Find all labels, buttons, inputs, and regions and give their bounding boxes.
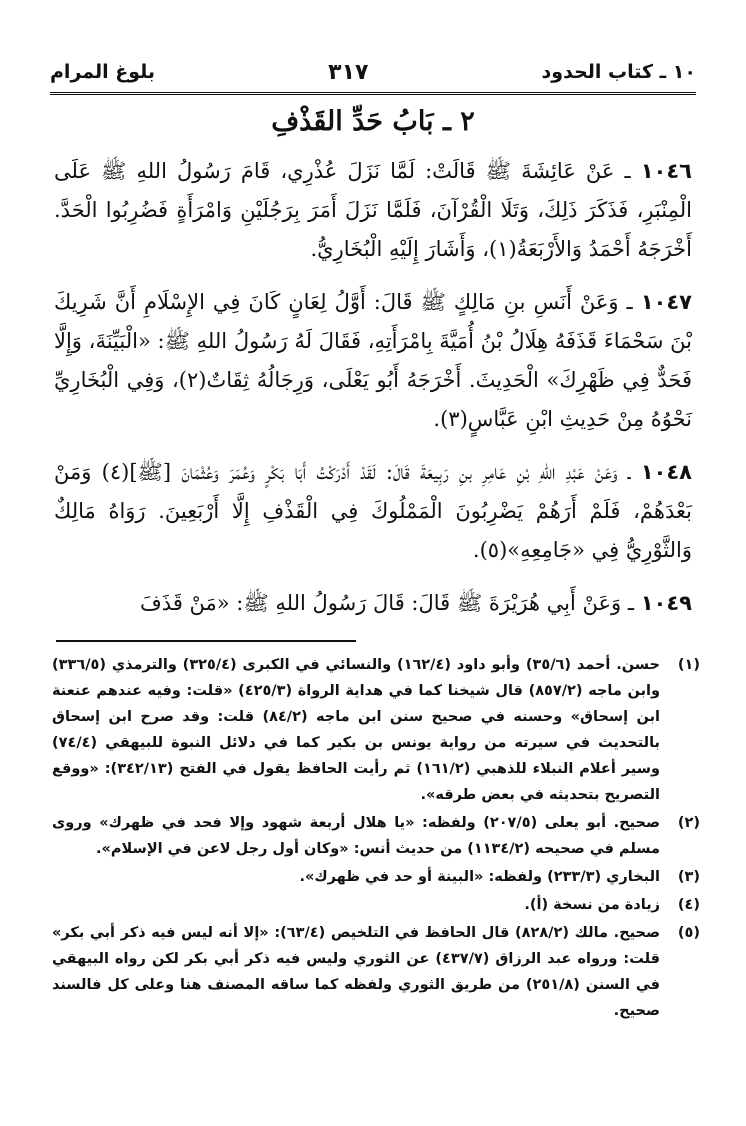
footnote (52, 892, 700, 918)
hadith-number: ١٠٤٧ (640, 290, 692, 314)
footnote-mark: (٢) (677, 815, 700, 831)
running-header (50, 52, 696, 95)
hadith-paragraph (54, 283, 692, 439)
hadith-text: ـ وَعَنْ عَبْدِ اللهِ بْنِ عَامِرِ بنِ رَبِيعَةَ قَالَ: لَقَدْ أَدْرَكْتُ أَبَا بَكْرٍ وَعُمَرَ وَعُثْمَانَ [ﷺ](٤) وَمَنْ بَعْدَهُمْ، فَلَمْ أَرَهُمْ يَضْرِبُونَ الْمَمْلُوكَ فِي الْقَذْفِ إِلَّا أَرْبَعِينَ. رَوَاهُ مَالِكٌ وَالثَّوْرِيُّ فِي «جَامِعِهِ»(٥). (54, 460, 692, 562)
footnote-text: حسن. أحمد (٣٥/٦) وأبو داود (١٦٢/٤) والنسائي في الكبرى (٣٢٥/٤) والترمذي (٣٣٦/٥) وابن ماجه (٨٥٧/٢) قال شيخنا كما في هداية الرواة (٤٢٥/٣) «قلت: وفيه عندهم عنعنة ابن إسحاق» وحسنه في صحيح سنن ابن ماجه (٨٤/٢) قلت: وقد صرح ابن إسحاق بالتحديث في سيرته من رواية يونس بن بكير كما في دلائل النبوة للبيهقي (٧٤/٤) وسير أعلام النبلاء للذهبي (١٦١/٢) ثم رأيت الحافظ يقول في الفتح (٣٤٢/١٣): «ووقع التصريح بتحديثه في بعض طرقه». (52, 657, 660, 803)
page-number: ٣١٧ (328, 59, 369, 85)
hadith-paragraph (54, 584, 692, 623)
book-title: بلوغ المرام (50, 61, 156, 83)
hadith-paragraph (54, 453, 692, 570)
footnote-mark: (٣) (677, 869, 700, 885)
hadith-paragraph (54, 152, 692, 269)
hadith-number: ١٠٤٦ (640, 159, 692, 183)
chapter-title: ١٠ ـ كتاب الحدود (541, 61, 696, 83)
hadith-text: ـ عَنْ عَائِشَةَ ﷺ قَالَتْ: لَمَّا نَزَلَ عُذْرِي، قَامَ رَسُولُ اللهِ ﷺ عَلَى الْمِنْبَرِ، فَذَكَرَ ذَلِكَ، وَتَلَا الْقُرْآنَ، فَلَمَّا نَزَلَ أَمَرَ بِرَجُلَيْنِ وَامْرَأَةٍ فَضُرِبُوا الْحَدَّ. أَخْرَجَهُ أَحْمَدُ وَالأَرْبَعَةُ(١)، وَأَشَارَ إِلَيْهِ الْبُخَارِيُّ. (54, 159, 692, 261)
footnote-text: البخاري (٢٣٣/٣) ولفظه: «البينة أو حد في ظهرك». (299, 869, 660, 885)
footnote-mark: (١) (677, 657, 700, 673)
footnote (52, 920, 700, 1024)
hadith-number: ١٠٤٨ (640, 460, 692, 484)
footnotes (52, 652, 700, 1026)
footnote-mark: (٤) (677, 897, 700, 913)
footnote-separator (56, 640, 356, 642)
footnote (52, 652, 700, 808)
hadith-number: ١٠٤٩ (640, 591, 692, 615)
footnote-text: صحيح. أبو يعلى (٢٠٧/٥) ولفظه: «يا هلال أربعة شهود وإلا فحد في ظهرك» وروى مسلم في صحيحه (١١٣٤/٢) من حديث أنس: «وكان أول رجل لاعن في الإسلام». (52, 815, 660, 857)
footnote (52, 864, 700, 890)
section-title: ٢ ـ بَابُ حَدِّ القَذْفِ (271, 106, 475, 137)
hadith-text: ـ وَعَنْ أَبِي هُرَيْرَةَ ﷺ قَالَ: قَالَ رَسُولُ اللهِ ﷺ: «مَنْ قَذَفَ (140, 591, 635, 615)
footnote-text: زيادة من نسخة (أ). (524, 897, 660, 913)
footnote-mark: (٥) (677, 925, 700, 941)
hadith-body (54, 152, 692, 637)
footnote-text: صحيح. مالك (٨٢٨/٢) قال الحافظ في التلخيص (٦٣/٤): «إلا أنه ليس فيه ذكر أبي بكر» قلت: ورواه عبد الرزاق (٤٣٧/٧) عن الثوري وليس فيه ذكر أبي بكر لكن رواه البيهقي في السنن (٢٥١/٨) من طريق الثوري ولفظه كما ساقه المصنف هنا وعلى كل فالسند صحيح. (52, 925, 660, 1019)
hadith-text: ـ وَعَنْ أَنَسِ بنِ مَالِكٍ ﷺ قَالَ: أَوَّلُ لِعَانٍ كَانَ فِي الإِسْلَامِ أَنَّ شَرِيكَ بْنَ سَحْمَاءَ قَذَفَهُ هِلَالُ بْنُ أُمَيَّةَ بِامْرَأَتِهِ، فَقَالَ لَهُ رَسُولُ اللهِ ﷺ: «الْبَيِّنَةَ، وَإِلَّا فَحَدٌّ فِي ظَهْرِكَ» الْحَدِيثَ. أَخْرَجَهُ أَبُو يَعْلَى، وَرِجَالُهُ ثِقَاتٌ(٢)، وَفِي الْبُخَارِيِّ نَحْوُهُ مِنْ حَدِيثِ ابْنِ عَبَّاسٍ(٣). (54, 290, 692, 431)
footnote (52, 810, 700, 862)
